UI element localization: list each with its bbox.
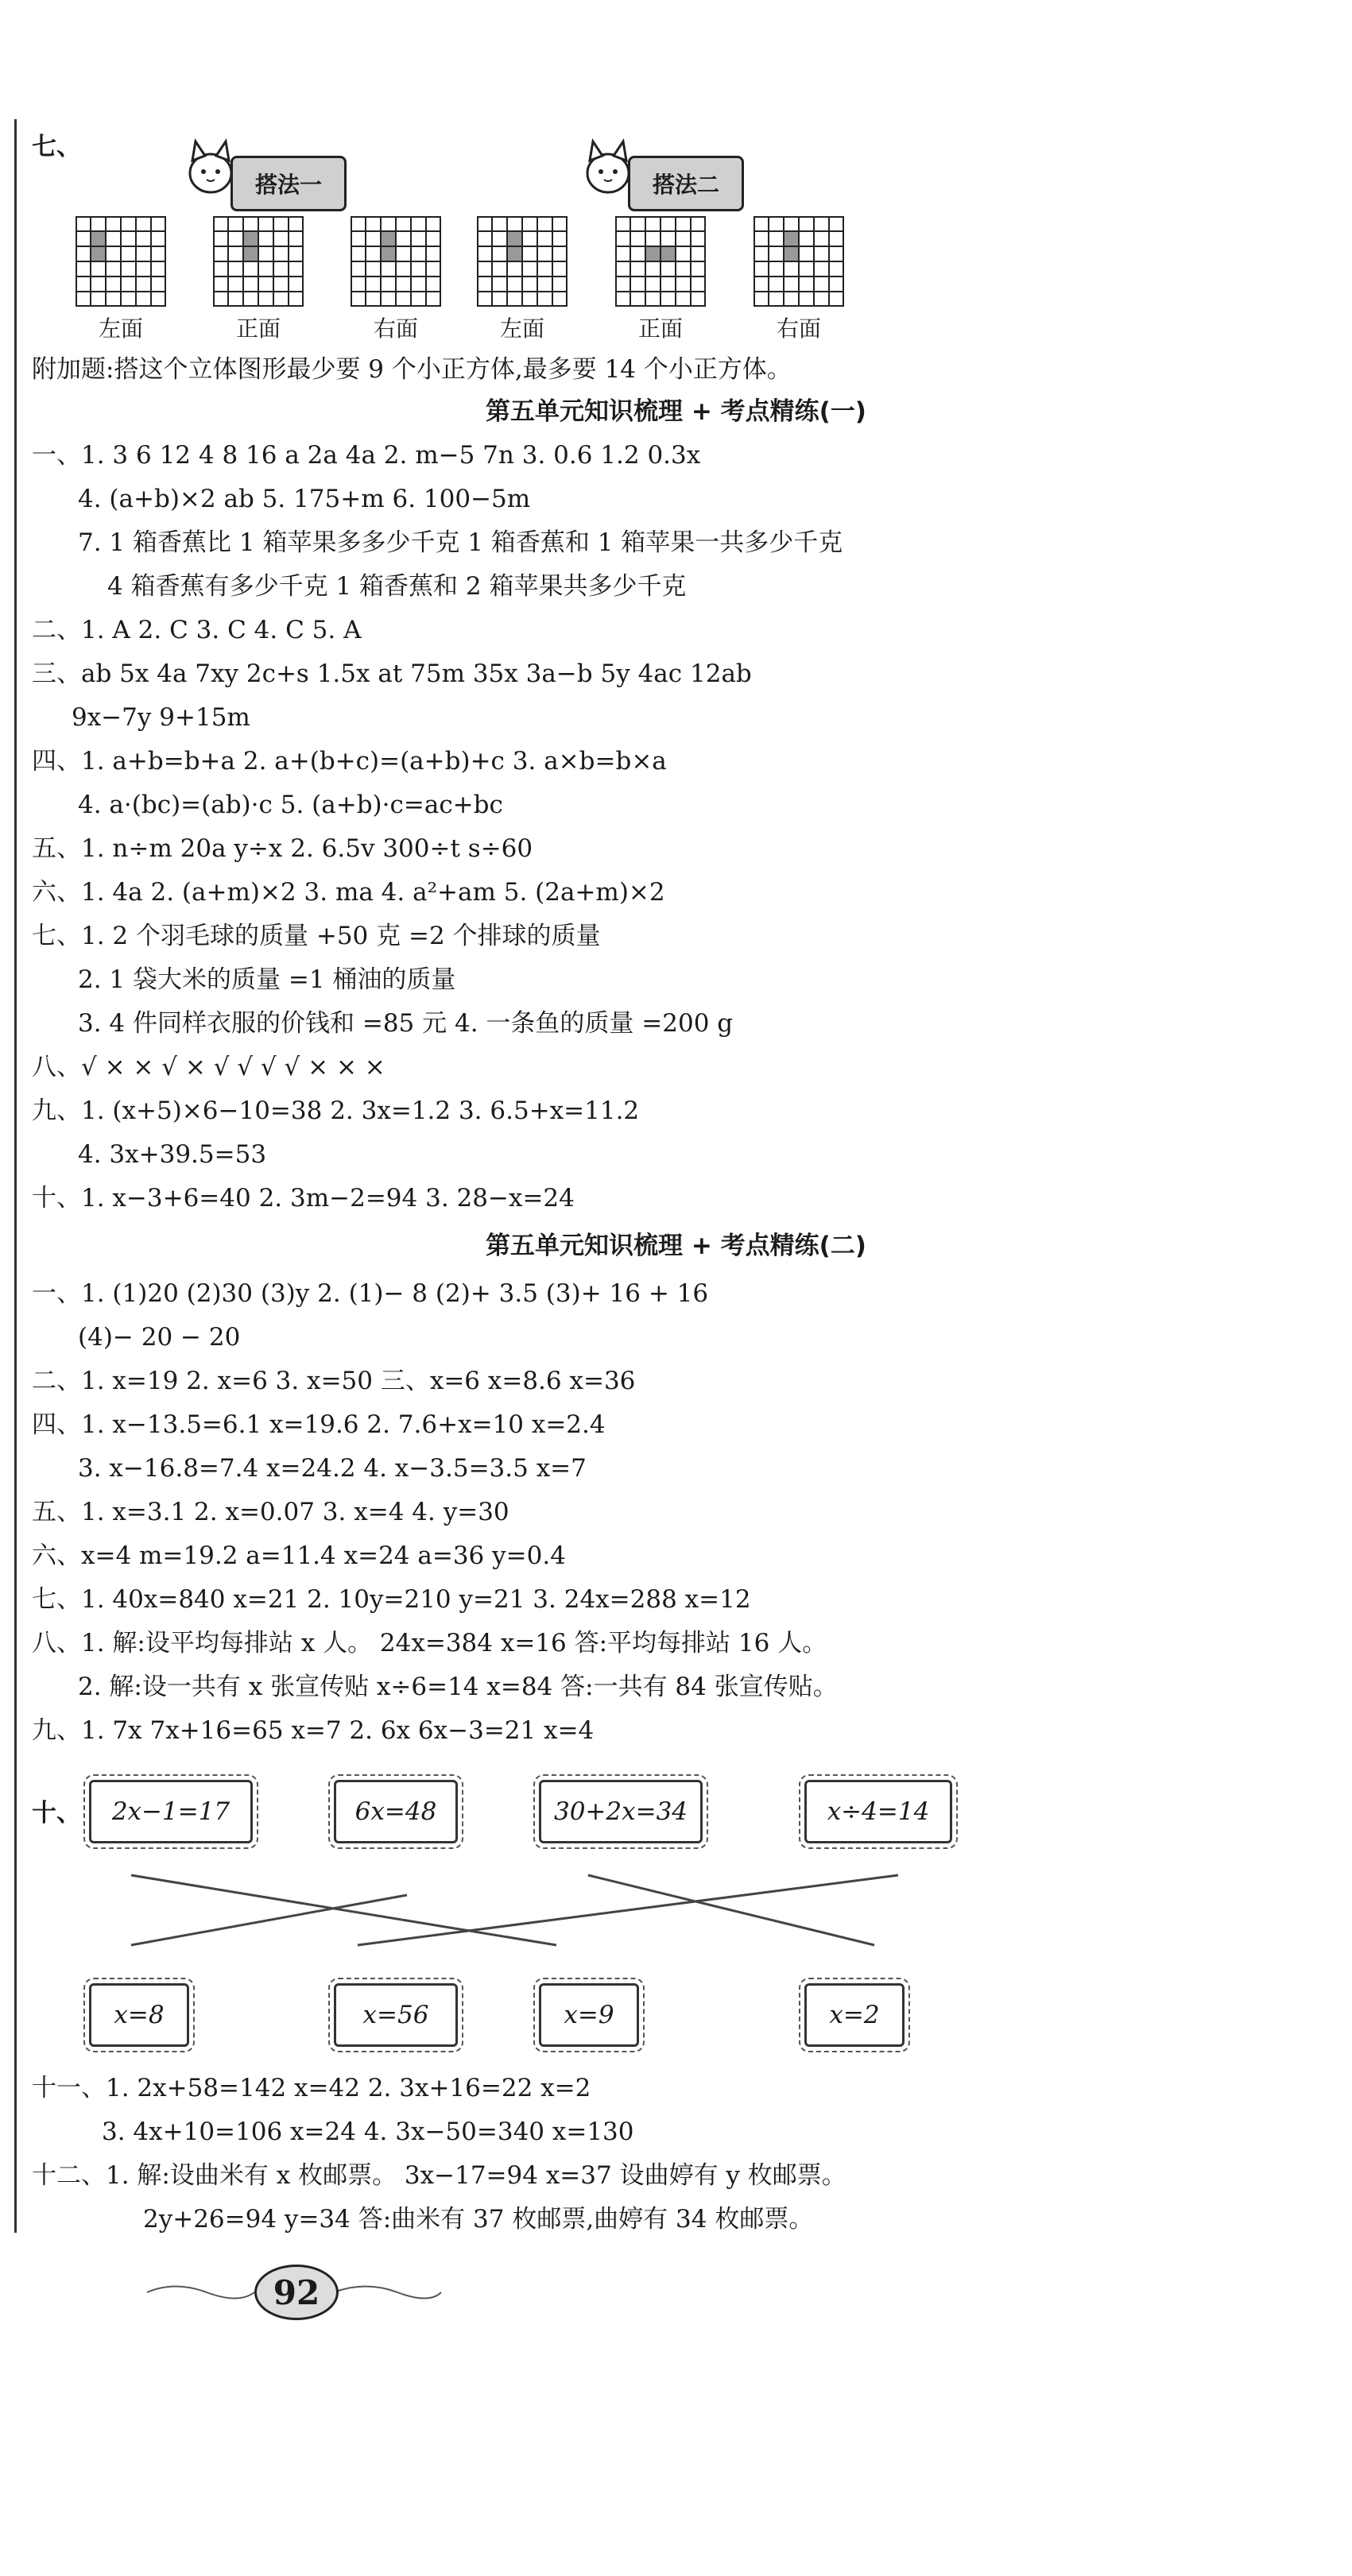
answer-line: 一、1. 3 6 12 4 8 16 a 2a 4a 2. m−5 7n 3. 0.6 1.2 0.3x [32,441,701,470]
equation-card: 6x=48 [334,1780,458,1843]
answer-line: 3. x−16.8=7.4 x=24.2 4. x−3.5=3.5 x=7 [78,1454,587,1483]
view-grid-front-2 [615,216,706,307]
answer-line: 四、1. a+b=b+a 2. a+(b+c)=(a+b)+c 3. a×b=b×a [32,747,667,776]
answer-line: 七、1. 40x=840 x=21 2. 10y=210 y=21 3. 24x=288 x=12 [32,1585,751,1614]
view-grid-right-1 [351,216,441,307]
matching-lines [0,1859,1352,1971]
answer-line: 二、1. x=19 2. x=6 3. x=50 三、x=6 x=8.6 x=36 [32,1367,636,1395]
answer-line: 八、1. 解:设平均每排站 x 人。 24x=384 x=16 答:平均每排站 16 人。 [32,1629,827,1657]
solution-card: x=56 [334,1983,458,2047]
answer-line: 2. 解:设一共有 x 张宣传贴 x÷6=14 x=84 答:一共有 84 张宣传贴。 [78,1673,838,1701]
answer-line: 4. 3x+39.5=53 [78,1140,267,1169]
equation-card: 2x−1=17 [89,1780,253,1843]
answer-line: 3. 4x+10=106 x=24 4. 3x−50=340 x=130 [102,2118,634,2146]
view-grid-right-2 [753,216,844,307]
method-2-banner: 搭法二 [628,156,744,211]
bonus-answer: 附加题:搭这个立体图形最少要 9 个小正方体,最多要 14 个小正方体。 [32,355,792,384]
view-label: 正面 [637,315,683,342]
answer-line: 九、1. (x+5)×6−10=38 2. 3x=1.2 3. 6.5+x=11.2 [32,1097,640,1125]
view-grid-front-1 [213,216,304,307]
view-label: 左面 [98,315,143,342]
answer-line: 四、1. x−13.5=6.1 x=19.6 2. 7.6+x=10 x=2.4 [32,1410,606,1439]
answer-line: 三、ab 5x 4a 7xy 2c+s 1.5x at 75m 35x 3a−b 5y 4ac 12ab [32,659,752,688]
answer-line: 4. a·(bc)=(ab)·c 5. (a+b)·c=ac+bc [78,791,503,819]
view-grid-left-2 [477,216,568,307]
method-1-banner: 搭法一 [230,156,347,211]
answer-line: 八、√ × × √ × √ √ √ √ × × × [32,1053,385,1081]
answer-line: 9x−7y 9+15m [72,703,250,732]
view-label: 正面 [235,315,281,342]
equation-card: x÷4=14 [804,1780,952,1843]
answer-line: 五、1. n÷m 20a y÷x 2. 6.5v 300÷t s÷60 [32,834,533,863]
answer-line: 2. 1 袋大米的质量 =1 桶油的质量 [78,965,456,994]
answer-line: 7. 1 箱香蕉比 1 箱苹果多多少千克 1 箱香蕉和 1 箱苹果一共多少千克 [78,528,843,557]
equation-card: 30+2x=34 [539,1780,703,1843]
answer-line: (4)− 20 − 20 [78,1323,241,1352]
answer-line: 十一、1. 2x+58=142 x=42 2. 3x+16=22 x=2 [32,2074,591,2102]
page-number: 92 [254,2265,339,2320]
answer-line: 五、1. x=3.1 2. x=0.07 3. x=4 4. y=30 [32,1498,509,1526]
answer-line: 3. 4 件同样衣服的价钱和 =85 元 4. 一条鱼的质量 =200 g [78,1009,734,1038]
answer-line: 十、1. x−3+6=40 2. 3m−2=94 3. 28−x=24 [32,1184,575,1213]
solution-card: x=8 [89,1983,189,2047]
solution-card: x=9 [539,1983,639,2047]
answer-line: 4 箱香蕉有多少千克 1 箱香蕉和 2 箱苹果共多少千克 [107,572,687,601]
answer-line: 二、1. A 2. C 3. C 4. C 5. A [32,616,362,644]
answer-line: 九、1. 7x 7x+16=65 x=7 2. 6x 6x−3=21 x=4 [32,1716,595,1745]
matching-label: 十、 [32,1799,81,1828]
solution-card: x=2 [804,1983,905,2047]
answer-line: 六、x=4 m=19.2 a=11.4 x=24 a=36 y=0.4 [32,1541,566,1570]
answer-line: 2y+26=94 y=34 答:曲米有 37 枚邮票,曲婷有 34 枚邮票。 [143,2205,814,2234]
view-label: 右面 [776,315,821,342]
view-grid-left-1 [76,216,166,307]
answer-line: 七、1. 2 个羽毛球的质量 +50 克 =2 个排球的质量 [32,922,601,950]
answer-line: 4. (a+b)×2 ab 5. 175+m 6. 100−5m [78,485,531,513]
answer-line: 一、1. (1)20 (2)30 (3)y 2. (1)− 8 (2)+ 3.5 (3)+ 16 + 16 [32,1279,709,1308]
part-1-title: 第五单元知识梳理 + 考点精练(一) [486,397,866,426]
view-label: 左面 [499,315,544,342]
section-7-label: 七、 [32,133,81,161]
answer-line: 六、1. 4a 2. (a+m)×2 3. ma 4. a²+am 5. (2a+m)×2 [32,878,665,907]
view-label: 右面 [373,315,418,342]
answer-line: 十二、1. 解:设曲米有 x 枚邮票。 3x−17=94 x=37 设曲婷有 y 枚邮票。 [32,2161,846,2190]
part-2-title: 第五单元知识梳理 + 考点精练(二) [486,1232,866,1260]
